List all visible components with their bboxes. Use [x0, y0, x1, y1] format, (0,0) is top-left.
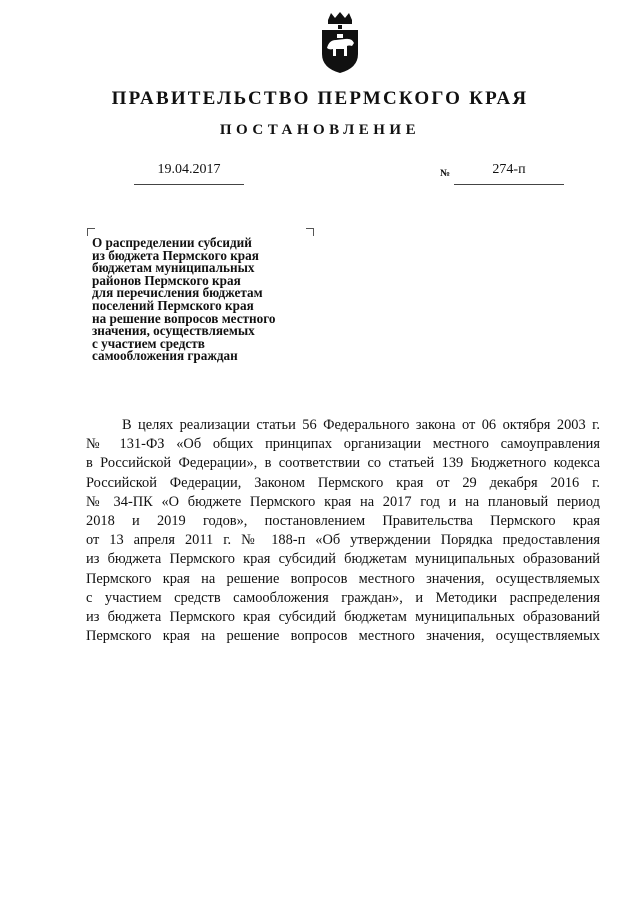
subject-corner-right — [306, 228, 314, 236]
subject-line: О распределении субсидий — [92, 235, 252, 250]
subject-line: значения, осуществляемых — [92, 323, 255, 339]
body-line: с участием средств самообложения граждан», и Методики распределения — [86, 589, 600, 606]
body-line: 2018 и 2019 годов», постановлением Правительства Пермского края — [86, 513, 600, 530]
body-line: от 13 апреля 2011 г. № 188-п «Об утверждении Порядка предоставления — [86, 532, 600, 549]
subject-line: на решение вопросов местного — [92, 310, 276, 326]
document-date: 19.04.2017 — [134, 162, 244, 185]
subject-line: с участием средств — [92, 335, 205, 351]
subject-line: самообложения граждан — [92, 348, 238, 364]
document-subject — [92, 237, 322, 363]
government-title: ПРАВИТЕЛЬСТВО ПЕРМСКОГО КРАЯ — [111, 88, 529, 109]
document-body — [86, 416, 600, 646]
subject-line: бюджетам муниципальных — [92, 260, 255, 276]
body-line: № 34-ПК «О бюджете Пермского края на 2017 год и на плановый период — [86, 493, 600, 510]
subject-line: из бюджета Пермского края — [92, 247, 259, 263]
body-line: в Российской Федерации», в соответствии со статьей 139 Бюджетного кодекса — [86, 455, 600, 472]
number-label: № — [440, 168, 451, 179]
body-line: Пермского края на решение вопросов местного значения, осуществляемых — [86, 570, 600, 587]
body-line: Российской Федерации, Законом Пермского края от 29 декабря 2016 г. — [86, 474, 600, 491]
subject-line: для перечисления бюджетам — [92, 285, 263, 301]
subject-line: районов Пермского края — [92, 272, 241, 288]
perm-krai-coat-of-arms — [319, 12, 361, 74]
subject-line: поселений Пермского края — [92, 297, 254, 313]
body-line: из бюджета Пермского края субсидий бюджетам муниципальных образований — [86, 609, 600, 626]
document-number: 274-п — [454, 162, 564, 185]
body-line: из бюджета Пермского края субсидий бюджетам муниципальных образований — [86, 551, 600, 568]
body-line: В целях реализации статьи 56 Федерального закона от 06 октября 2003 г. — [122, 417, 600, 433]
body-line: Пермского края на решение вопросов местного значения, осуществляемых — [86, 628, 600, 645]
document-type: ПОСТАНОВЛЕНИЕ — [219, 122, 421, 138]
body-line: № 131-ФЗ «Об общих принципах организации местного самоуправления — [86, 436, 600, 453]
